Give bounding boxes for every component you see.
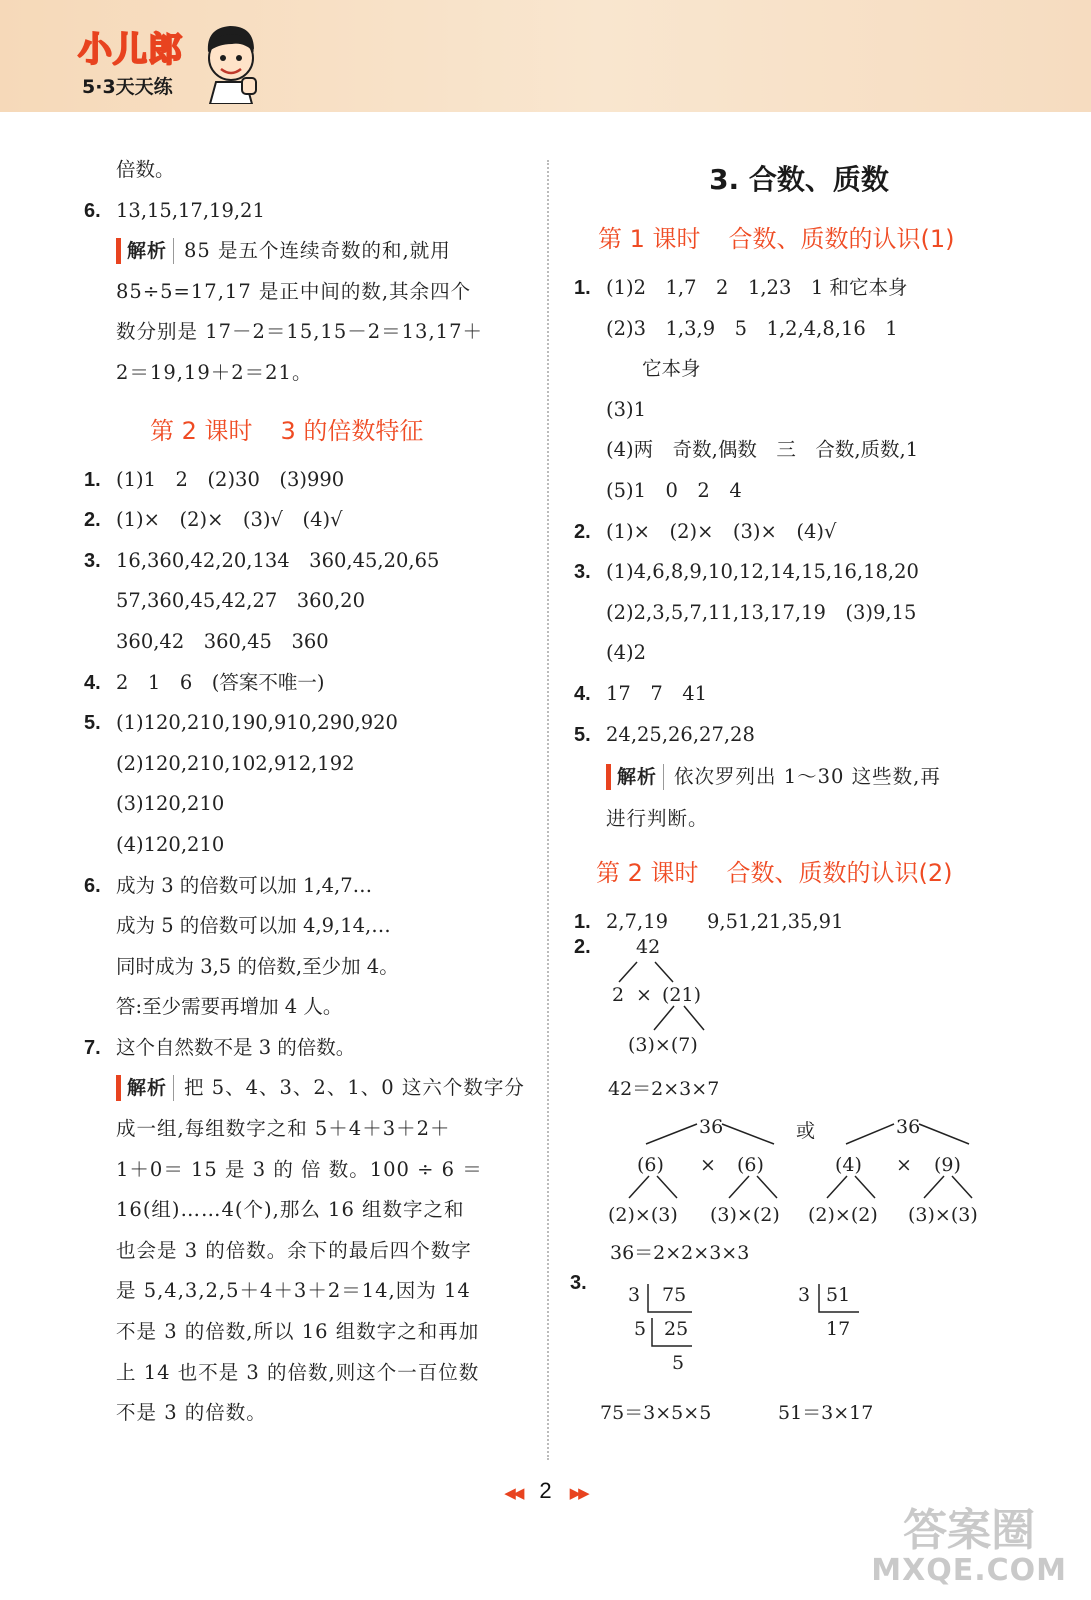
answer-line: (3)120,210 [116, 792, 225, 816]
analysis-text: 85 是五个连续奇数的和,就用 [184, 239, 451, 263]
tree-root-36: 36 [699, 1116, 724, 1139]
watermark-url: MXQE.COM [871, 1552, 1067, 1588]
item-number: 6. [84, 199, 101, 222]
answer-item [84, 1028, 524, 1069]
divisor: 3 [798, 1284, 811, 1307]
item-number: 1. [574, 910, 591, 933]
item-number: 3. [570, 1272, 587, 1295]
lesson-heading [574, 844, 1024, 902]
analysis-line [84, 231, 524, 272]
analysis-line: 2＝19,19＋2＝21。 [116, 360, 313, 384]
answer-item [84, 460, 524, 501]
answer-item [574, 268, 1024, 309]
logo-subtitle: 5·3天天练 [82, 76, 173, 98]
or-label: 或 [796, 1120, 816, 1143]
lesson-heading [574, 210, 1024, 268]
answer-text: 13,15,17,19,21 [116, 198, 265, 222]
analysis-line [574, 755, 1024, 799]
answer-item [574, 552, 1024, 593]
analysis-text: 把 5、4、3、2、1、0 这六个数字分 [184, 1076, 525, 1100]
analysis-line: 进行判断。 [606, 807, 709, 831]
item-number: 4. [84, 671, 101, 694]
answer-line: (5)1 0 2 4 [606, 478, 742, 502]
mascot-boy-icon [196, 22, 266, 104]
item-number: 1. [84, 468, 101, 491]
answer-text: 17 7 41 [606, 681, 708, 705]
answer-item [84, 663, 524, 704]
analysis-line: 1＋0＝ 15 是 3 的 倍 数。100 ÷ 6 ＝ [116, 1157, 483, 1181]
item-number: 2. [574, 936, 591, 959]
item-number: 5. [84, 712, 101, 735]
analysis-line: 数分别是 17－2＝15,15－2＝13,17＋ [116, 320, 483, 344]
analysis-line: 不是 3 的倍数,所以 16 组数字之和再加 [116, 1320, 480, 1344]
answer-text: 24,25,26,27,28 [606, 722, 755, 746]
lesson-number: 第 2 课时 [596, 858, 699, 887]
tree-operator: × [896, 1154, 912, 1177]
analysis-line [84, 1068, 524, 1109]
answer-line: 360,42 360,45 360 [116, 629, 329, 653]
answer-text: (1)2 1,7 2 1,23 1 和它本身 [606, 276, 908, 299]
answer-text: (1)1 2 (2)30 (3)990 [116, 467, 345, 491]
answer-line: 答:至少需要再增加 4 人。 [116, 995, 343, 1019]
answer-line: (4)两 奇数,偶数 三 合数,质数,1 [606, 438, 919, 462]
item-number: 4. [574, 682, 591, 705]
short-division [570, 1272, 1024, 1428]
answer-text: 成为 3 的倍数可以加 1,4,7… [116, 873, 373, 897]
item-number: 5. [574, 723, 591, 746]
answer-item [84, 703, 524, 744]
tree-node: (6) [737, 1154, 764, 1177]
factor-equation: 51＝3×17 [778, 1402, 874, 1425]
item-number: 3. [574, 561, 591, 584]
tree-leaves: (3)×(7) [628, 1034, 698, 1057]
answer-text: 2 1 6 (答案不唯一) [116, 670, 325, 694]
answer-item [574, 512, 1024, 553]
answer-line: 同时成为 3,5 的倍数,至少加 4。 [116, 954, 399, 978]
answer-text: (1)4,6,8,9,10,12,14,15,16,18,20 [606, 560, 919, 584]
next-arrows-icon: ▶▶ [569, 1485, 587, 1502]
left-column [84, 150, 524, 1434]
right-column [570, 150, 1024, 1428]
item-number: 3. [84, 549, 101, 572]
logo-title: 小儿郎 [78, 30, 183, 70]
item-number: 2. [574, 520, 591, 543]
answer-item [84, 541, 524, 582]
answer-item [574, 674, 1024, 715]
factor-equation: 75＝3×5×5 [600, 1402, 712, 1425]
quotient: 5 [672, 1352, 685, 1375]
answer-line: (2)2,3,5,7,11,13,17,19 (3)9,15 [606, 600, 917, 624]
analysis-tag: 解析 [606, 764, 664, 790]
lesson-title: 3 的倍数特征 [280, 416, 424, 445]
brand-logo [78, 22, 268, 102]
chapter-title: 3. 合数、质数 [709, 163, 889, 196]
tree-operator: × [700, 1154, 716, 1177]
tree-leaves: (2)×(3) [608, 1204, 678, 1227]
factor-equation: 42＝2×3×7 [608, 1078, 720, 1101]
answer-line: 57,360,45,42,27 360,20 [116, 589, 365, 613]
answer-text: 2,7,19 9,51,21,35,91 [606, 909, 844, 933]
tree-root-36: 36 [896, 1116, 921, 1139]
answer-line: (4)120,210 [116, 832, 225, 856]
factor-equation: 36＝2×2×3×3 [610, 1242, 750, 1265]
analysis-line: 成一组,每组数字之和 5＋4＋3＋2＋ [116, 1117, 451, 1141]
lesson-title: 合数、质数的认识(2) [726, 858, 953, 887]
tree-node: (21) [662, 984, 702, 1007]
analysis-line: 不是 3 的倍数。 [116, 1401, 267, 1425]
tree-node: (9) [934, 1154, 961, 1177]
answer-line: 它本身 [642, 357, 701, 381]
analysis-tag: 解析 [116, 1075, 174, 1101]
answer-text: (1)× (2)× (3)× (4)√ [606, 519, 837, 543]
answer-text: 这个自然数不是 3 的倍数。 [116, 1035, 356, 1059]
tree-node: (6) [637, 1154, 664, 1177]
dividend: 25 [664, 1318, 689, 1341]
site-watermark [871, 1505, 1067, 1588]
answer-item [84, 500, 524, 541]
answer-text: (1)120,210,190,910,290,920 [116, 711, 398, 735]
item-number: 2. [84, 509, 101, 532]
analysis-tag: 解析 [116, 238, 174, 264]
watermark-title: 答案圈 [903, 1505, 1036, 1557]
analysis-line: 上 14 也不是 3 的倍数,则这个一百位数 [116, 1360, 480, 1384]
answer-line: (2)3 1,3,9 5 1,2,4,8,16 1 [606, 316, 898, 340]
divisor: 3 [628, 1284, 641, 1307]
answer-item [84, 191, 524, 232]
tree-node: 2 [612, 984, 625, 1007]
answer-line: (2)120,210,102,912,192 [116, 751, 355, 775]
item-number: 6. [84, 874, 101, 897]
page-number: 2 [539, 1478, 552, 1503]
answer-item [574, 715, 1024, 756]
dividend: 51 [826, 1284, 851, 1307]
page-footer [0, 1478, 1091, 1504]
analysis-line: 16(组)……4(个),那么 16 组数字之和 [116, 1198, 465, 1222]
quotient: 17 [826, 1318, 851, 1341]
tree-root-42: 42 [636, 936, 661, 959]
analysis-line: 也会是 3 的倍数。余下的最后四个数字 [116, 1238, 472, 1262]
lesson-title: 合数、质数的认识(1) [728, 225, 955, 253]
tree-operator: × [636, 984, 652, 1007]
lesson-number: 第 1 课时 [598, 225, 701, 253]
divisor: 5 [634, 1318, 647, 1341]
factor-trees [574, 936, 1024, 1278]
tree-node: (4) [835, 1154, 862, 1177]
analysis-line: 85÷5=17,17 是正中间的数,其余四个 [116, 279, 472, 303]
text-line: 倍数。 [116, 158, 175, 181]
answer-text: 16,360,42,20,134 360,45,20,65 [116, 548, 440, 572]
analysis-text: 依次罗列出 1～30 这些数,再 [674, 765, 941, 789]
answer-text: (1)× (2)× (3)√ (4)√ [116, 508, 343, 532]
column-divider [547, 160, 549, 1460]
tree-leaves: (2)×(2) [808, 1204, 878, 1227]
dividend: 75 [662, 1284, 687, 1307]
tree-leaves: (3)×(3) [908, 1204, 978, 1227]
prev-arrows-icon: ◀◀ [504, 1485, 522, 1502]
item-number: 1. [574, 277, 591, 299]
answer-line: 成为 5 的倍数可以加 4,9,14,… [116, 914, 391, 938]
tree-leaves: (3)×(2) [710, 1204, 780, 1227]
answer-line: (3)1 [606, 397, 647, 421]
analysis-line: 是 5,4,3,2,5＋4＋3＋2＝14,因为 14 [116, 1279, 471, 1303]
answer-item [84, 866, 524, 907]
lesson-number: 第 2 课时 [150, 416, 253, 445]
item-number: 7. [84, 1036, 101, 1059]
answer-line: (4)2 [606, 641, 647, 665]
lesson-heading [84, 402, 524, 460]
